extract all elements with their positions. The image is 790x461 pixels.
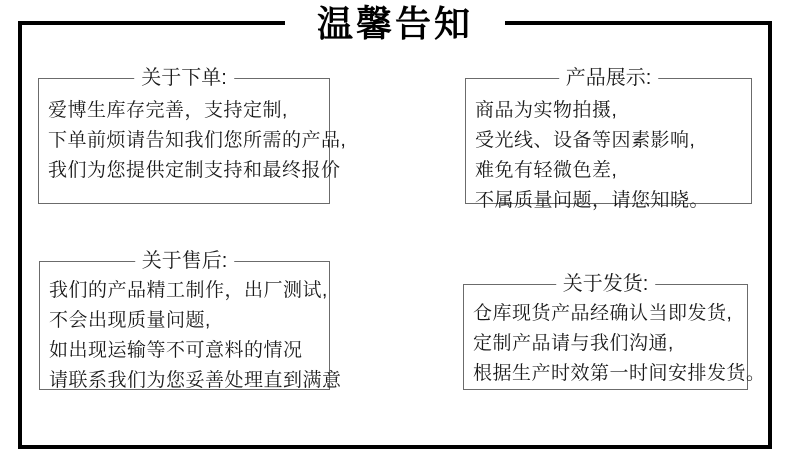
box-heading-aftersale: 关于售后: — [135, 247, 235, 276]
notice-line: 根据生产时效第一时间安排发货。 — [473, 363, 766, 384]
notice-line: 受光线、设备等因素影响, — [475, 130, 696, 151]
page-title: 温馨告知 — [285, 2, 505, 46]
notice-box-aftersale — [39, 250, 342, 391]
box-body-ordering — [39, 79, 347, 186]
box-heading-ordering: 关于下单: — [134, 64, 234, 93]
box-body-aftersale — [40, 262, 342, 396]
notice-line: 请联系我们为您妥善处理直到满意 — [49, 370, 342, 391]
notice-line: 我们的产品精工制作，出厂测试, — [49, 280, 328, 301]
notice-line: 下单前烦请告知我们您所需的产品, — [48, 130, 347, 151]
box-body-shipping — [464, 285, 766, 389]
notice-box-ordering — [38, 67, 347, 204]
notice-line: 我们为您提供定制支持和最终报价 — [48, 160, 341, 181]
notice-line: 定制产品请与我们沟通, — [473, 333, 674, 354]
notice-line: 不属质量问题，请您知晓。 — [475, 190, 710, 211]
notice-line: 爱博生库存完善，支持定制, — [48, 100, 288, 121]
notice-line: 如出现运输等不可意料的情况 — [49, 340, 303, 361]
box-heading-shipping: 关于发货: — [556, 270, 656, 299]
notice-line: 不会出现质量问题, — [49, 310, 211, 331]
notice-box-shipping — [463, 273, 766, 390]
notice-line: 商品为实物拍摄, — [475, 100, 618, 121]
notice-box-display — [465, 67, 752, 211]
notice-line: 仓库现货产品经确认当即发货, — [473, 303, 733, 324]
box-heading-display: 产品展示: — [559, 64, 659, 93]
box-body-display — [466, 79, 751, 216]
notice-line: 难免有轻微色差, — [475, 160, 618, 181]
